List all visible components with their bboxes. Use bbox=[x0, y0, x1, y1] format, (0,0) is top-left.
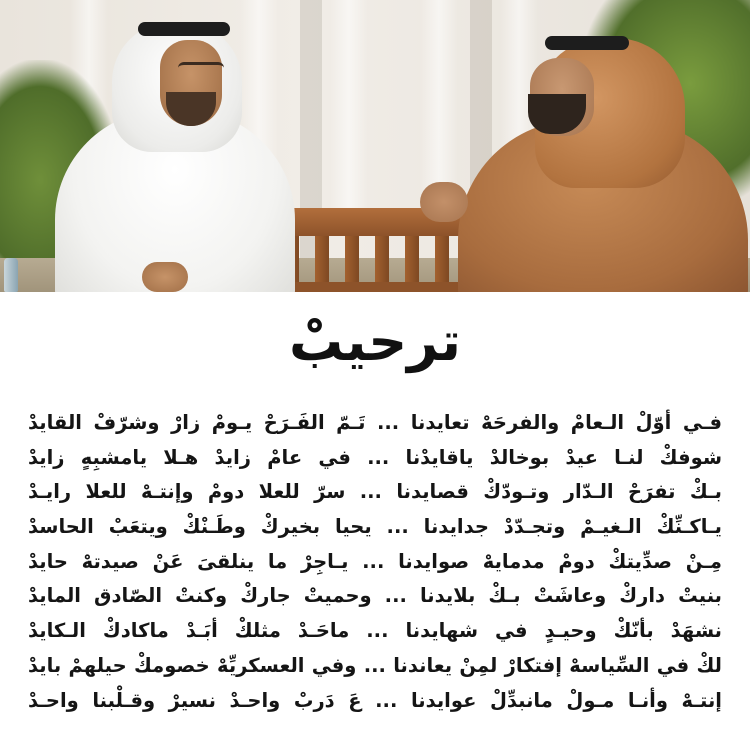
poem-line: بـكْ تفرَحْ الـدّار وتـودّكْ قصايدنا ... سرّ للعلا دومْ وإنتـهْ للعلا رايـدْ bbox=[28, 480, 722, 504]
poem-line: نشهَدْ بأنّكْ وحيـدٍ في شهايدنا ... ماحَـدْ مثلكْ أبَـدْ ماكادكْ الـكايدْ bbox=[28, 619, 722, 643]
poem-line: يـاكـنِّكْ الـغيـمْ وتجـدّدْ جدايدنا ... يحيا بخيركْ وطَـنْكْ ويتعَبْ الحاسدْ bbox=[28, 515, 722, 539]
poem-line: شوفكْ لنـا عيدْ بوخالدْ ياقايدْنا ... في عامْ زايدْ هـلا يامشبِهٍ زايدْ bbox=[28, 445, 722, 469]
poem-title: ترحيبْ bbox=[289, 310, 461, 373]
poem-line: إنتـهْ وأنـا مـولْ مانبدِّلْ عوايدنا ... عَ دَربْ واحـدْ نسيرْ وقـلْبنا واحـدْ bbox=[28, 688, 722, 712]
poem-line: بنيتْ داركْ وعاشَتْ بـكْ بلايدنا ... وحميتْ جاركْ وكنتْ الصّادق المايدْ bbox=[28, 584, 722, 608]
water-bottle bbox=[4, 258, 18, 292]
poem-line: لكْ في السِّياسهْ إفتكارْ لمِنْ يعاندنا ... وفي العسكريِّهْ خصومكْ حيلهمْ بايدْ bbox=[28, 653, 722, 677]
poem-line: فـي أوّلْ الـعامْ والفرحَهْ تعايدنا ... تَـمّ الفَـرَحْ يـومْ زارْ وشرّفْ القايدْ bbox=[28, 411, 722, 434]
header-photo bbox=[0, 0, 750, 292]
poem-body bbox=[28, 406, 722, 718]
poem-line: مِـنْ صدِّيتكْ دومْ مدمايهْ صوايدنا ... يـاجِرْ ما ينلقىَ عَنْ صيدتهْ حايدْ bbox=[28, 549, 722, 573]
